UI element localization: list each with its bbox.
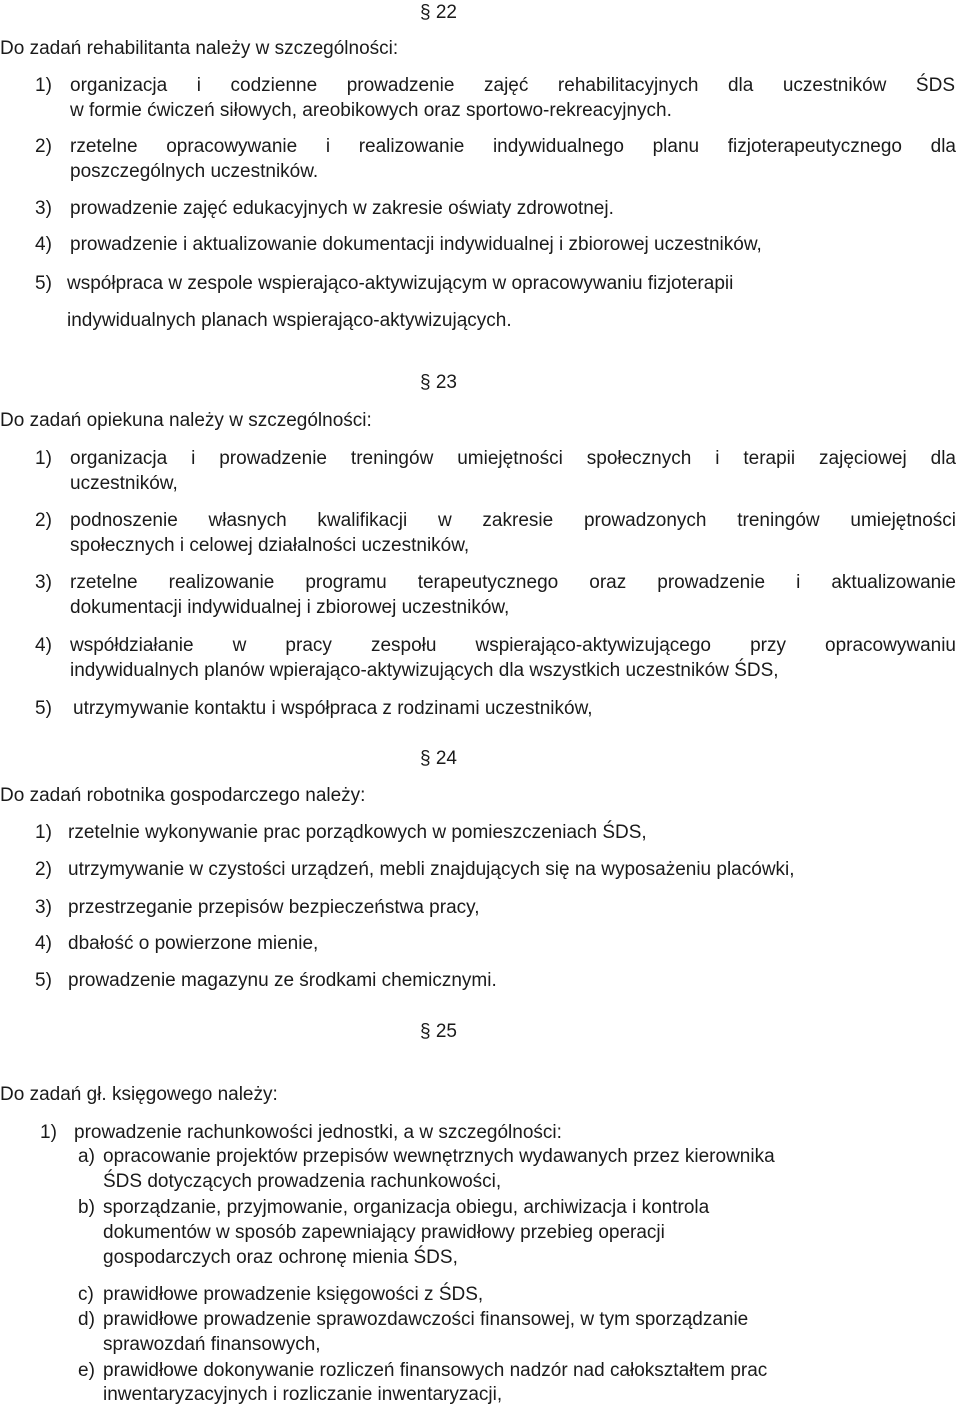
section-mark-22: § 22 [420, 2, 457, 23]
sublist-item-text: dokumentów w sposób zapewniający prawidłowy przebieg operacji [103, 1222, 665, 1243]
sublist-item-text: prawidłowe dokonywanie rozliczeń finansowych nadzór nad całokształtem prac [103, 1360, 768, 1381]
list-number: 4) [35, 234, 52, 255]
sublist-letter: b) [78, 1197, 95, 1218]
list-item-text: rzetelne opracowywanie i realizowanie indywidualnego planu fizjoterapeutycznego dla [70, 136, 956, 157]
sublist-item-text: ŚDS dotyczących prowadzenia rachunkowości, [103, 1171, 502, 1192]
list-item-text: rzetelnie wykonywanie prac porządkowych w pomieszczeniach ŚDS, [68, 822, 647, 843]
sublist-letter: e) [78, 1360, 95, 1381]
list-number: 2) [35, 510, 52, 531]
list-number: 1) [35, 75, 52, 96]
list-number: 1) [35, 448, 52, 469]
list-item-text: uczestników, [70, 473, 178, 494]
list-item-text: społecznych i celowej działalności uczestników, [70, 535, 470, 556]
section-intro-22: Do zadań rehabilitanta należy w szczególności: [0, 38, 399, 59]
sublist-item-text: opracowanie projektów przepisów wewnętrznych wydawanych przez kierownika [103, 1146, 775, 1167]
list-number: 3) [35, 897, 52, 918]
list-item-text: w formie ćwiczeń siłowych, areobikowych oraz sportowo-rekreacyjnych. [70, 100, 672, 121]
list-number: 3) [35, 198, 52, 219]
list-item-text: rzetelne realizowanie programu terapeutycznego oraz prowadzenie i aktualizowanie [70, 572, 956, 593]
list-number: 2) [35, 136, 52, 157]
list-item-text: indywidualnych planów wpierająco-aktywizujących dla wszystkich uczestników ŚDS, [70, 660, 779, 681]
list-number: 5) [35, 698, 52, 719]
sublist-item-text: prawidłowe prowadzenie księgowości z ŚDS, [103, 1284, 484, 1305]
list-item-text: organizacja i prowadzenie treningów umiejętności społecznych i terapii zajęciowej dla [70, 448, 956, 469]
list-item-text: prowadzenie i aktualizowanie dokumentacji indywidualnej i zbiorowej uczestników, [70, 234, 762, 255]
section-mark-24: § 24 [420, 748, 457, 769]
section-mark-23: § 23 [420, 372, 457, 393]
list-item-text: prowadzenie zajęć edukacyjnych w zakresie oświaty zdrowotnej. [70, 198, 614, 219]
sublist-letter: c) [78, 1284, 94, 1305]
list-number: 2) [35, 859, 52, 880]
list-number: 4) [35, 635, 52, 656]
sublist-letter: a) [78, 1146, 95, 1167]
sublist-item-text: inwentaryzacyjnych i rozliczanie inwentaryzacji, [103, 1384, 503, 1405]
list-number: 4) [35, 933, 52, 954]
list-item-text: współpraca w zespole wspierająco-aktywizującym w opracowywaniu fizjoterapii [67, 273, 734, 294]
sublist-item-text: sporządzanie, przyjmowanie, organizacja obiegu, archiwizacja i kontrola [103, 1197, 710, 1218]
list-item-text: dbałość o powierzone mienie, [68, 933, 319, 954]
list-item-text: indywidualnych planach wspierająco-aktywizujących. [67, 310, 512, 331]
sublist-item-text: sprawozdań finansowych, [103, 1334, 321, 1355]
section-intro-25: Do zadań gł. księgowego należy: [0, 1084, 278, 1105]
section-mark-25: § 25 [420, 1021, 457, 1042]
list-number: 5) [35, 970, 52, 991]
list-item-text: prowadzenie magazynu ze środkami chemicznymi. [68, 970, 497, 991]
list-item-text: współdziałanie w pracy zespołu wspierająco-aktywizującego przy opracowywaniu [70, 635, 956, 656]
list-number: 1) [40, 1122, 57, 1143]
list-item-text: organizacja i codzienne prowadzenie zajęć rehabilitacyjnych dla uczestników ŚDS [70, 75, 955, 96]
list-item-text: podnoszenie własnych kwalifikacji w zakresie prowadzonych treningów umiejętności [70, 510, 956, 531]
list-item-text: poszczególnych uczestników. [70, 161, 319, 182]
list-number: 3) [35, 572, 52, 593]
list-item-text: utrzymywanie w czystości urządzeń, mebli znajdujących się na wyposażeniu placówki, [68, 859, 795, 880]
list-item-text: utrzymywanie kontaktu i współpraca z rodzinami uczestników, [73, 698, 593, 719]
sublist-item-text: prawidłowe prowadzenie sprawozdawczości finansowej, w tym sporządzanie [103, 1309, 749, 1330]
list-item-text: dokumentacji indywidualnej i zbiorowej uczestników, [70, 597, 510, 618]
list-number: 5) [35, 273, 52, 294]
section-intro-24: Do zadań robotnika gospodarczego należy: [0, 785, 366, 806]
list-item-text: przestrzeganie przepisów bezpieczeństwa pracy, [68, 897, 480, 918]
list-item-text: prowadzenie rachunkowości jednostki, a w szczególności: [74, 1122, 562, 1143]
section-intro-23: Do zadań opiekuna należy w szczególności: [0, 410, 372, 431]
list-number: 1) [35, 822, 52, 843]
sublist-letter: d) [78, 1309, 95, 1330]
sublist-item-text: gospodarczych oraz ochronę mienia ŚDS, [103, 1247, 458, 1268]
